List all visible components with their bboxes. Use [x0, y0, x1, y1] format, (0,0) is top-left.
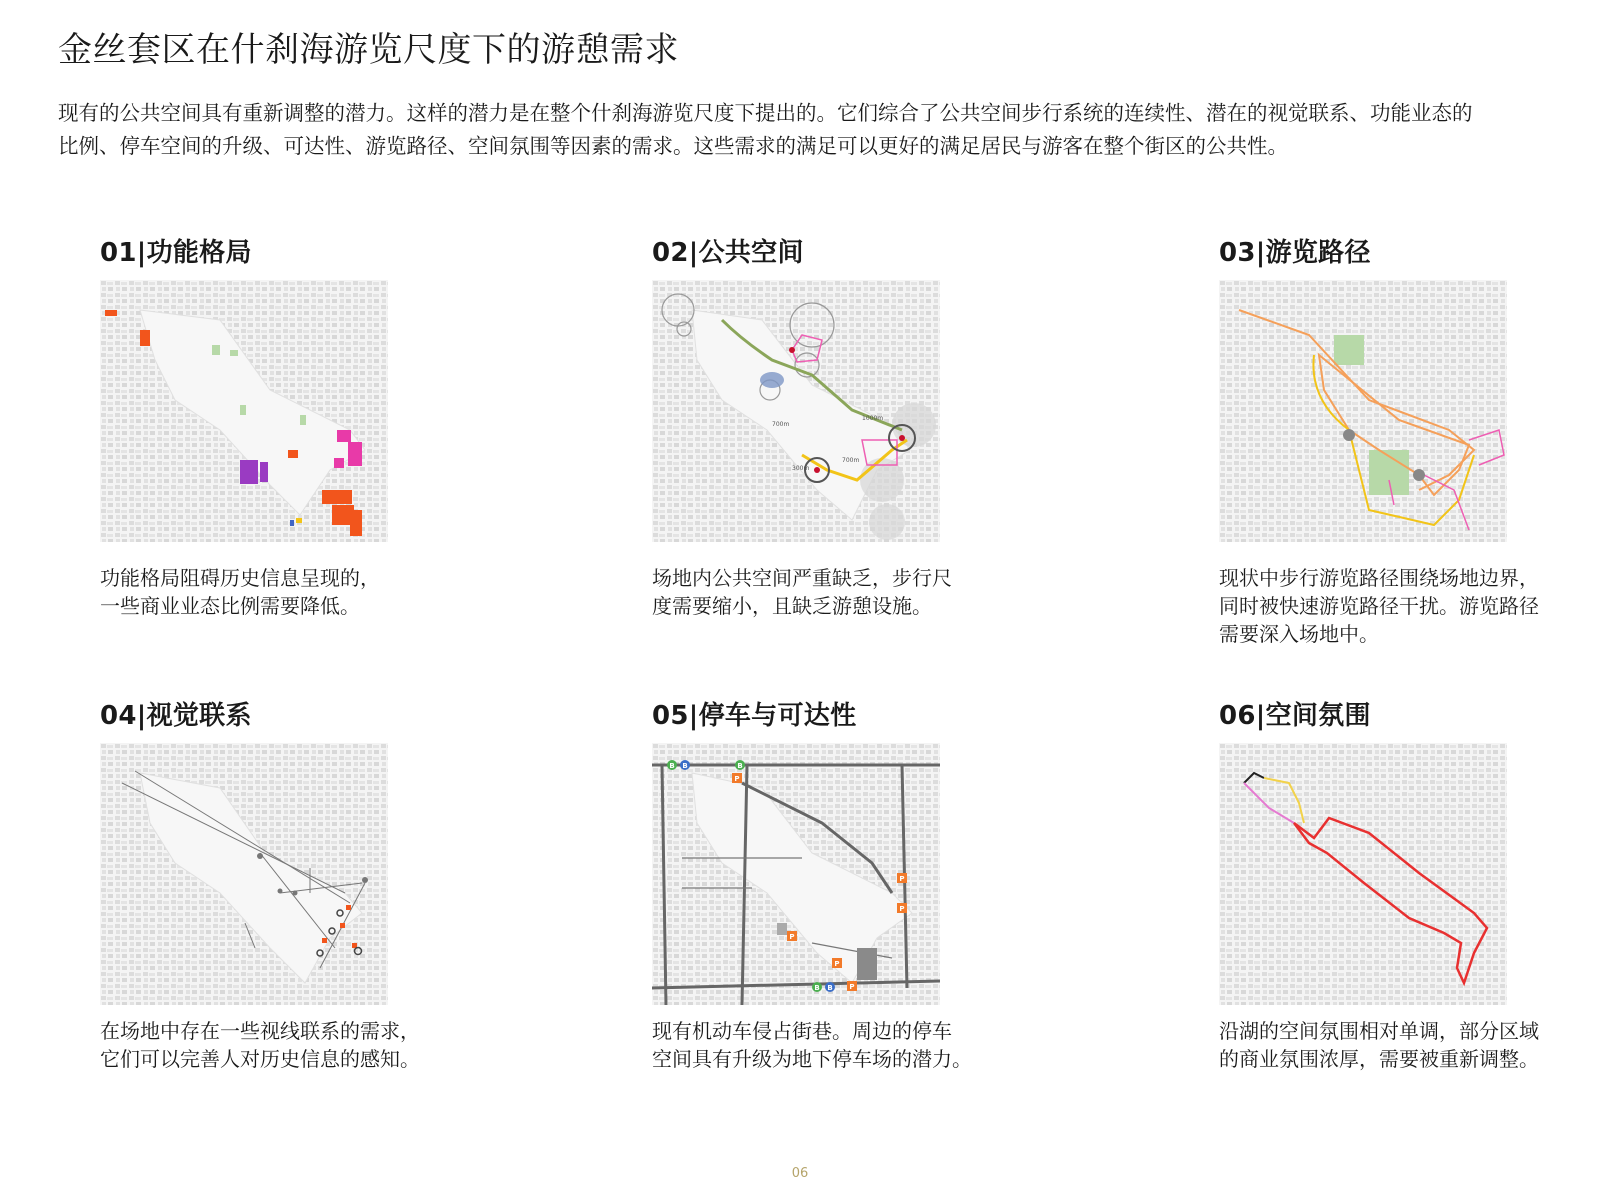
distance-label: 700m	[772, 421, 790, 428]
caption-line: 功能格局阻碍历史信息呈现的，	[100, 566, 380, 590]
parking-icon: P	[899, 875, 905, 883]
intro-paragraph	[58, 97, 1558, 163]
caption-line: 现状中步行游览路径围绕场地边界，	[1219, 566, 1539, 590]
caption-line: 沿湖的空间氛围相对单调，部分区域	[1219, 1019, 1539, 1043]
card-title: 03|游览路径	[1219, 238, 1371, 268]
parking-icon: P	[899, 905, 905, 913]
card-caption	[1219, 564, 1579, 648]
card-caption	[1219, 1017, 1579, 1073]
card-parking-accessibility	[652, 695, 972, 1071]
card-tour-route	[1219, 232, 1539, 646]
card-title: 05|停车与可达性	[652, 701, 857, 731]
caption-line: 现有机动车侵占街巷。周边的停车	[652, 1019, 952, 1043]
caption-line: 它们可以完善人对历史信息的感知。	[100, 1047, 420, 1071]
map-functional-layout	[100, 280, 388, 542]
card-title: 02|公共空间	[652, 238, 804, 268]
map-visual-connection	[100, 743, 388, 1005]
card-title: 04|视觉联系	[100, 701, 252, 731]
parking-icon: P	[789, 933, 795, 941]
bus-stop-icon: B	[814, 984, 820, 992]
intro-line: 现有的公共空间具有重新调整的潜力。这样的潜力是在整个什刹海游览尺度下提出的。它们综合了公共空间步行系统的连续性、潜在的视觉联系、功能业态的	[58, 101, 1473, 125]
card-caption	[652, 564, 1012, 620]
caption-line: 需要深入场地中。	[1219, 622, 1379, 646]
caption-line: 度需要缩小，且缺乏游憩设施。	[652, 594, 932, 618]
caption-line: 同时被快速游览路径干扰。游览路径	[1219, 594, 1539, 618]
caption-line: 的商业氛围浓厚，需要被重新调整。	[1219, 1047, 1539, 1071]
page-number: 06	[791, 1166, 809, 1181]
card-visual-connection	[100, 695, 420, 1071]
card-title: 06|空间氛围	[1219, 701, 1371, 731]
map-tour-route	[1219, 280, 1507, 542]
bus-stop-icon: B	[737, 762, 743, 770]
card-functional-layout	[100, 232, 380, 618]
distance-label: 300m	[792, 465, 810, 472]
card-title: 01|功能格局	[100, 238, 252, 268]
distance-label: 700m	[842, 457, 860, 464]
intro-line: 比例、停车空间的升级、可达性、游览路径、空间氛围等因素的需求。这些需求的满足可以更好的满足居民与游客在整个街区的公共性。	[58, 134, 1288, 158]
caption-line: 场地内公共空间严重缺乏，步行尺	[652, 566, 952, 590]
distance-label: 1000m	[862, 415, 884, 422]
page-title: 金丝套区在什刹海游览尺度下的游憩需求	[58, 30, 679, 70]
card-caption	[100, 1017, 460, 1073]
card-spatial-atmosphere	[1219, 695, 1539, 1071]
parking-icon: P	[834, 960, 840, 968]
bus-stop-icon: B	[669, 762, 675, 770]
bus-stop-icon: B	[682, 762, 688, 770]
caption-line: 一些商业业态比例需要降低。	[100, 594, 360, 618]
parking-icon: P	[734, 775, 740, 783]
map-spatial-atmosphere	[1219, 743, 1507, 1005]
map-parking-accessibility	[652, 743, 940, 1005]
map-public-space	[652, 280, 940, 542]
bus-stop-icon: B	[827, 984, 833, 992]
card-public-space	[652, 232, 952, 618]
card-caption	[100, 564, 460, 620]
caption-line: 在场地中存在一些视线联系的需求，	[100, 1019, 420, 1043]
caption-line: 空间具有升级为地下停车场的潜力。	[652, 1047, 972, 1071]
card-caption	[652, 1017, 1012, 1073]
parking-icon: P	[849, 983, 855, 991]
